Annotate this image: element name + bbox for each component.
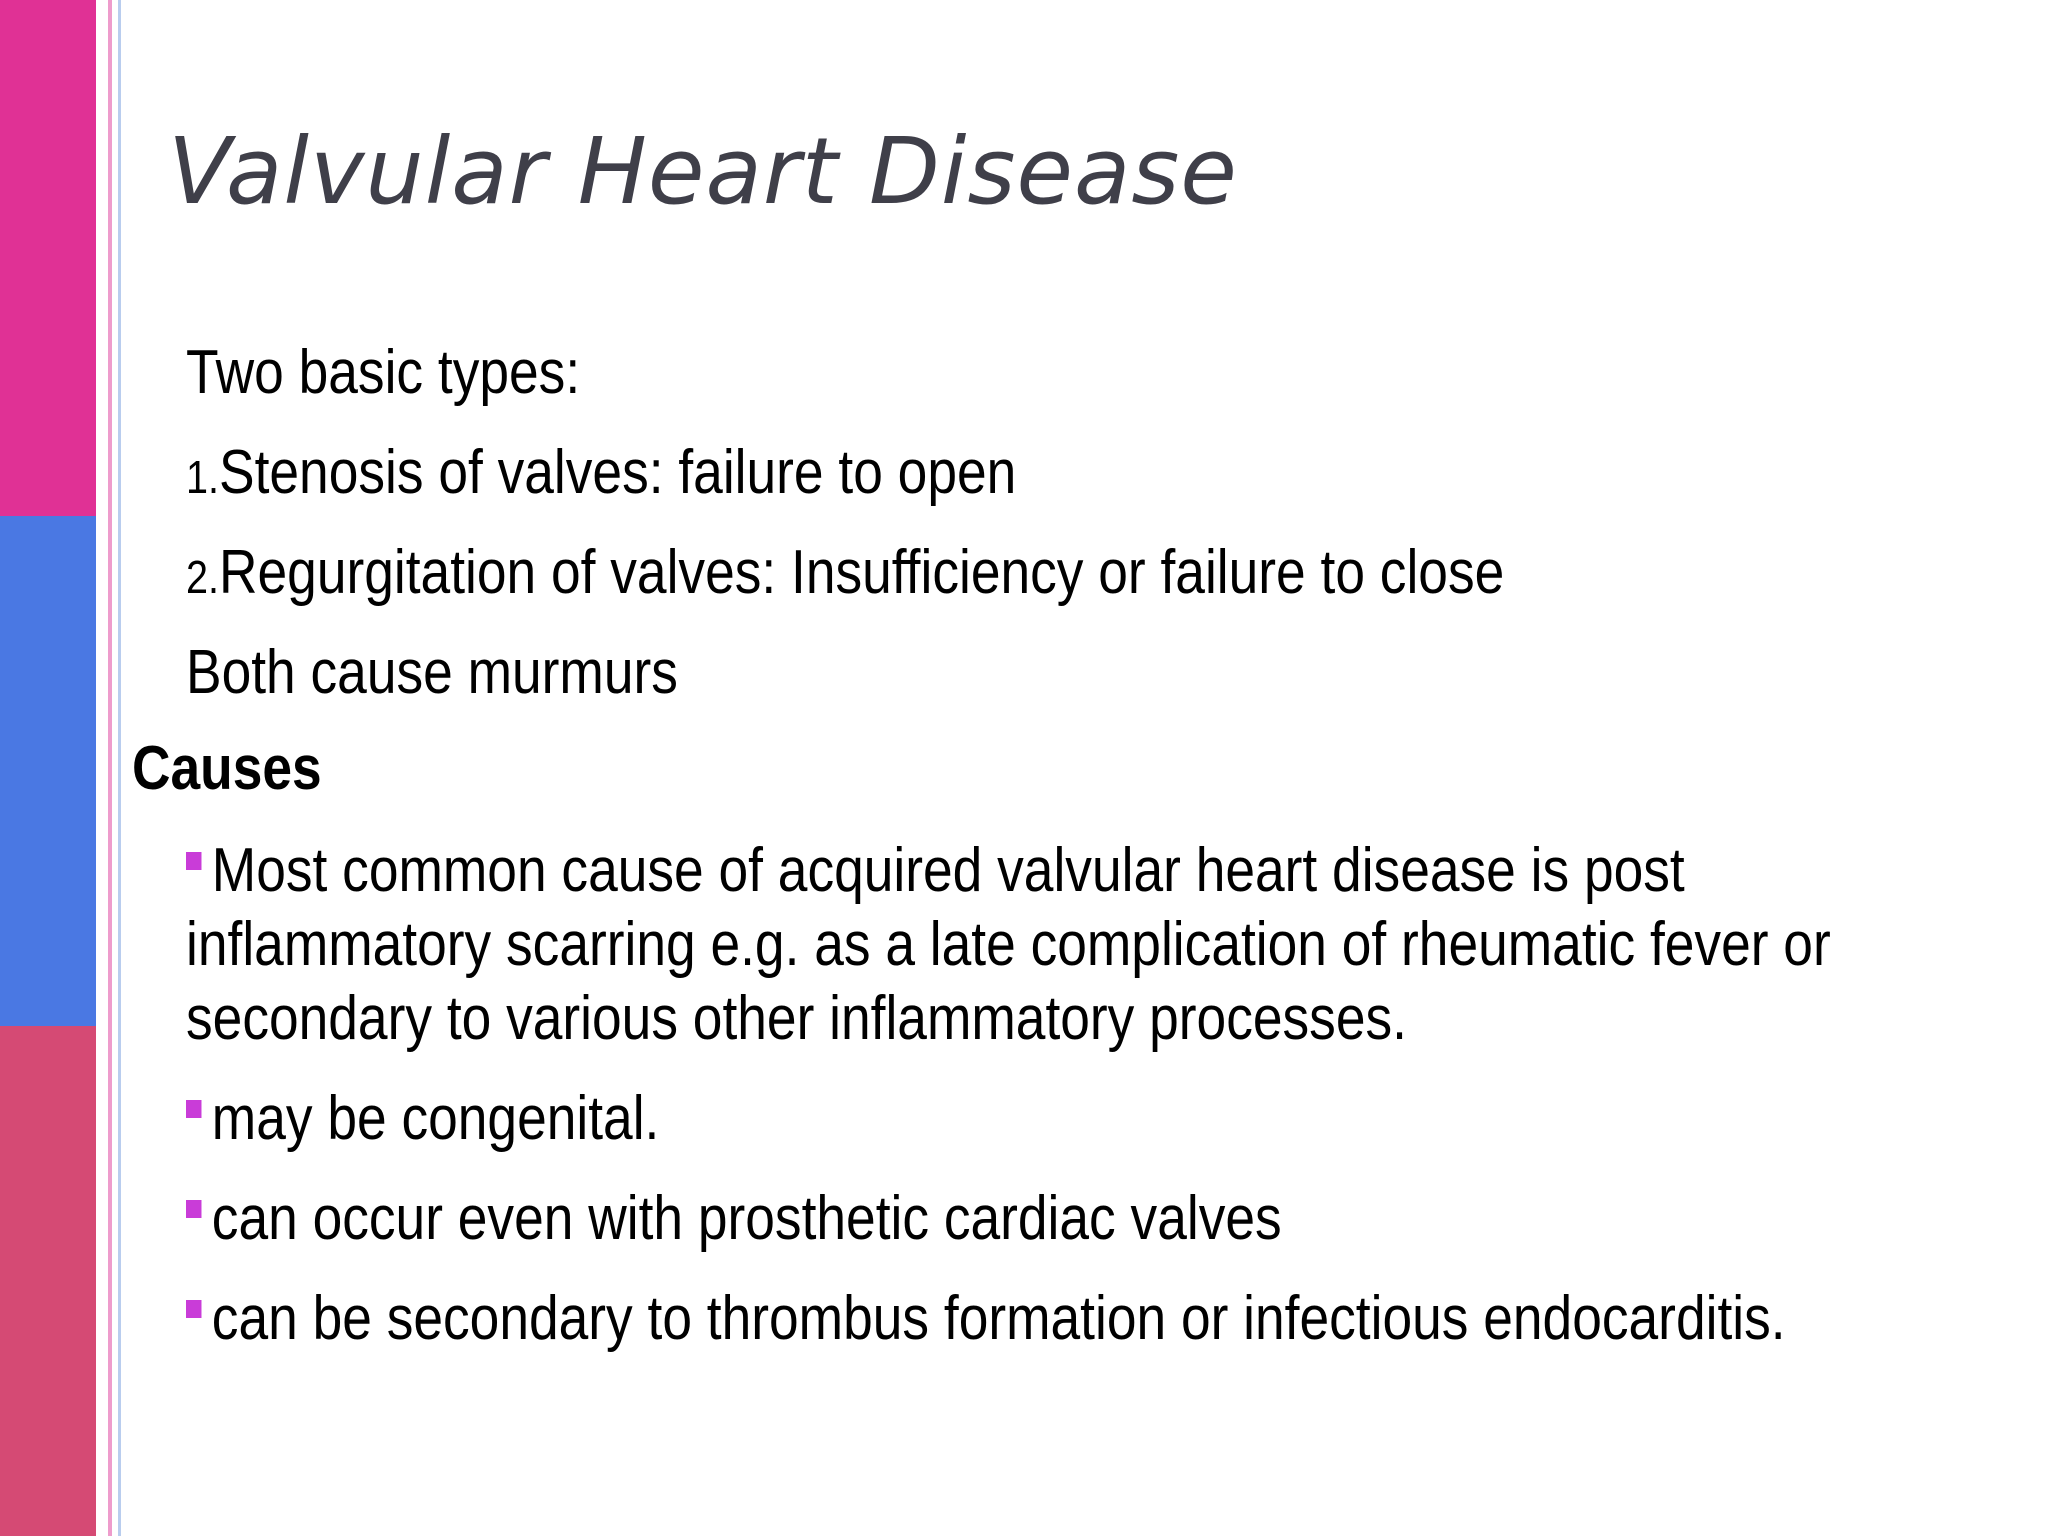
square-bullet-icon (186, 1200, 201, 1218)
square-bullet-icon (186, 1100, 201, 1118)
type-number: 1. (186, 451, 220, 503)
accent-band-top (0, 0, 96, 516)
decorative-line-pink (108, 0, 112, 1536)
cause-line-text: Most common cause of acquired valvular heart disease is post (211, 836, 1685, 905)
square-bullet-icon (186, 852, 201, 870)
type-item-stenosis (186, 436, 1016, 514)
cause-line (186, 834, 2048, 908)
causes-heading: Causes (132, 734, 322, 803)
cause-line: secondary to various other inflammatory processes. (186, 984, 1407, 1053)
cause-text: may be congenital. (211, 1084, 660, 1153)
cause-item-thrombus (186, 1282, 2048, 1356)
cause-item-prosthetic (186, 1182, 2048, 1256)
type-text: Stenosis of valves: failure to open (219, 438, 1017, 507)
intro-text: Two basic types: (186, 338, 581, 407)
accent-band-middle (0, 516, 96, 1026)
cause-item-congenital (186, 1082, 2048, 1156)
cause-text: can occur even with prosthetic cardiac valves (211, 1184, 1282, 1253)
square-bullet-icon (186, 1300, 201, 1318)
cause-item-scarring (186, 834, 2048, 1056)
type-number: 2. (186, 551, 220, 603)
summary-text: Both cause murmurs (186, 638, 678, 707)
decorative-line-blue (118, 0, 121, 1536)
cause-text: can be secondary to thrombus formation or infectious endocarditis. (211, 1284, 1786, 1353)
type-item-regurgitation (186, 536, 1504, 614)
slide-title: Valvular Heart Disease (168, 118, 1238, 225)
accent-band-bottom (0, 1026, 96, 1536)
cause-line: inflammatory scarring e.g. as a late complication of rheumatic fever or (186, 910, 1831, 979)
type-text: Regurgitation of valves: Insufficiency or failure to close (219, 538, 1505, 607)
